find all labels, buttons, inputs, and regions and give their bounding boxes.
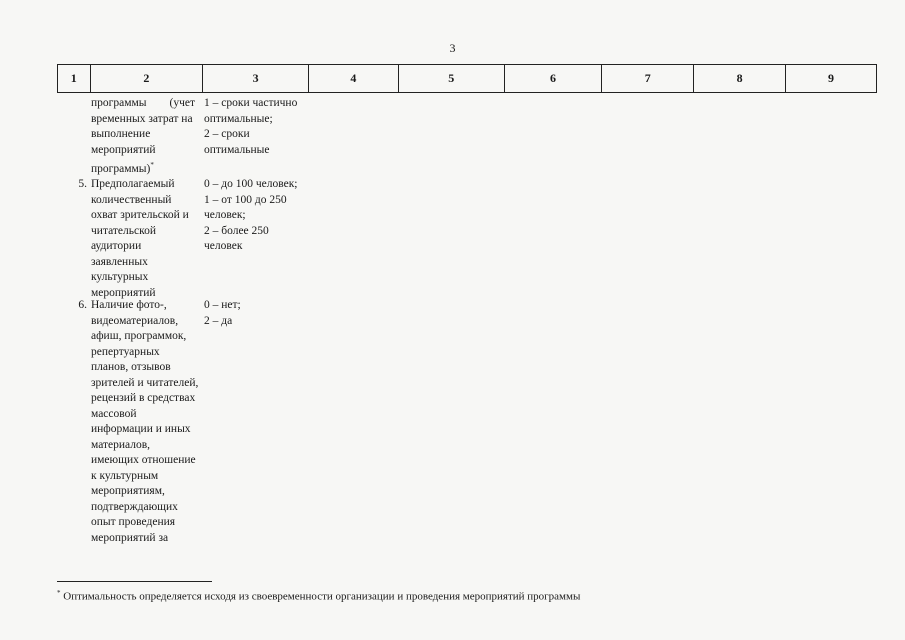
score-line: оптимальные;	[204, 112, 273, 125]
score-line: 2 – более 250	[204, 224, 269, 237]
column-header-9: 9	[785, 65, 877, 92]
page-number: 3	[449, 41, 456, 55]
criterion-line: программы)	[91, 162, 151, 175]
column-header-1: 1	[57, 65, 90, 92]
score-line: 1 – сроки частично	[204, 97, 298, 109]
criterion-line: зрителей и читателей,	[91, 376, 199, 389]
footnote-reference-mark: *	[150, 161, 154, 169]
criterion-line: афиш, программок,	[91, 330, 187, 342]
criterion-line: репертуарных	[91, 345, 160, 358]
footnote-text: Оптимальность определяется исходя из своевременности организации и проведения мероприятий программы	[63, 590, 581, 603]
criterion-line: временных затрат на	[91, 112, 193, 125]
criterion-line: Наличие фото-,	[91, 299, 167, 311]
score-line: человек	[204, 240, 243, 252]
score-line: 1 – от 100 до 250	[204, 193, 287, 206]
criterion-line: заявленных	[91, 255, 148, 268]
criterion-line: материалов,	[91, 438, 151, 451]
score-line: оптимальные	[204, 143, 270, 156]
criterion-line: выполнение	[91, 128, 151, 140]
criterion-line: мероприятиям,	[91, 485, 165, 497]
criterion-line: мероприятий	[91, 286, 156, 299]
score-line: 0 – нет;	[204, 299, 241, 311]
criterion-line: массовой	[91, 407, 137, 420]
criterion-line: мероприятий	[91, 143, 156, 156]
row-number: 5.	[78, 178, 87, 190]
column-header-3: 3	[202, 65, 308, 92]
table-row	[57, 177, 312, 301]
criterion-line: видеоматериалов,	[91, 314, 179, 327]
criterion-cell	[89, 298, 202, 546]
criterion-line: к культурным	[91, 469, 159, 482]
criterion-line: опыт проведения	[91, 516, 176, 528]
criterion-line: количественный	[91, 193, 172, 206]
criterion-line: читательской	[91, 224, 157, 237]
criterion-line: информации и иных	[91, 423, 191, 435]
table-row	[57, 298, 312, 546]
row-number: 6.	[78, 299, 87, 311]
column-header-5: 5	[398, 65, 504, 92]
criterion-line: аудитории	[91, 240, 142, 252]
criterion-line: Предполагаемый	[91, 178, 175, 190]
score-cell	[202, 177, 312, 301]
footnote-separator	[57, 581, 212, 582]
score-cell	[202, 298, 312, 546]
footnote-mark: *	[57, 589, 61, 597]
criterion-cell	[89, 177, 202, 301]
score-line: 2 – сроки	[204, 128, 250, 140]
criterion-line: подтверждающих	[91, 500, 178, 513]
criterion-line-with-mark	[91, 158, 202, 177]
criterion-line: охват зрительской и	[91, 209, 189, 221]
row-number	[57, 96, 89, 177]
criterion-line: программы (учет	[91, 97, 195, 109]
criterion-line: рецензий в средствах	[91, 392, 196, 404]
column-header-2: 2	[90, 65, 203, 92]
criterion-cell	[89, 96, 202, 177]
criterion-line: планов, отзывов	[91, 361, 171, 373]
score-line: 0 – до 100 человек;	[204, 178, 298, 190]
column-header-4: 4	[308, 65, 398, 92]
column-header-8: 8	[693, 65, 785, 92]
column-header-6: 6	[504, 65, 602, 92]
column-header-7: 7	[601, 65, 693, 92]
footnote	[57, 589, 580, 603]
table-row	[57, 96, 312, 177]
criterion-line: мероприятий за	[91, 531, 169, 544]
table-header	[57, 64, 877, 93]
criterion-line: культурных	[91, 271, 149, 283]
score-line: человек;	[204, 209, 246, 221]
score-line: 2 – да	[204, 314, 233, 327]
score-cell	[202, 96, 312, 177]
criterion-line: имеющих отношение	[91, 454, 196, 466]
